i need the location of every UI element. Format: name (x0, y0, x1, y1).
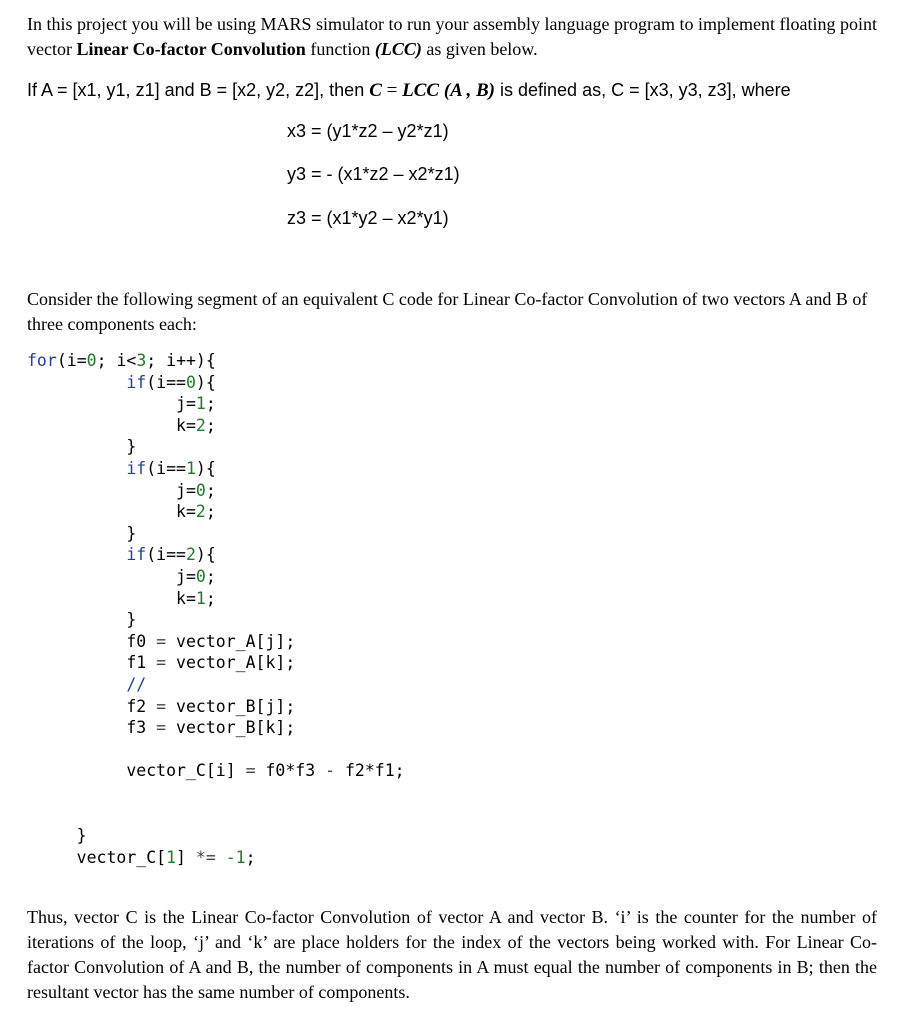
intro-text: In this project you will be using MARS simulator to run your assembly language program to implement floating point vector (27, 14, 877, 59)
formula-args: (A , B) (439, 80, 496, 101)
formula-c: C (369, 80, 382, 101)
function-abbrev: (LCC) (374, 39, 422, 59)
equation-y3: y3 = - (x1*z2 – x2*z1) (287, 164, 460, 184)
intro-paragraph (27, 12, 877, 62)
equation-x3: x3 = (y1*z2 – y2*z1) (287, 121, 449, 141)
code-block: for(i=0; i<3; i++){ if(i==0){ j=1; k=2; } if(i==1){ j=0; k=2; } if(i==2){ j=0; k=1; } f0 = vector_A[j]; f1 = vector_A[k]; // f2 = vector_B[j]; f3 = vector_B[k]; vector_C[i] = f0*f3 - f2*f1; } vector_C[1] *= -1; (27, 351, 405, 867)
definition-line: If A = [x1, y1, z1] and B = [x2, y2, z2], then C = LCC (A , B) is defined as, C = [x3, y3, z3], where (27, 80, 791, 101)
consider-paragraph: Consider the following segment of an equivalent C code for Linear Co-factor Convolution of two vectors A and B of three components each: (27, 289, 868, 334)
equation-z3: z3 = (x1*y2 – x2*y1) (287, 208, 449, 228)
intro-text: as given below. (421, 39, 538, 59)
intro-text: function (305, 39, 375, 59)
formula-lcc: LCC (402, 80, 440, 101)
closing-paragraph: Thus, vector C is the Linear Co-factor Convolution of vector A and vector B. ‘i’ is the counter for the number of iterations of the loop, ‘j’ and ‘k’ are place holders for the index of the vectors being worked with. For Linear Co-factor Convolution of A and B, the number of components in A must equal the number of components in B; then the resultant vector has the same number of components. (27, 907, 877, 1002)
function-name: Linear Co-factor Convolution (76, 39, 306, 59)
